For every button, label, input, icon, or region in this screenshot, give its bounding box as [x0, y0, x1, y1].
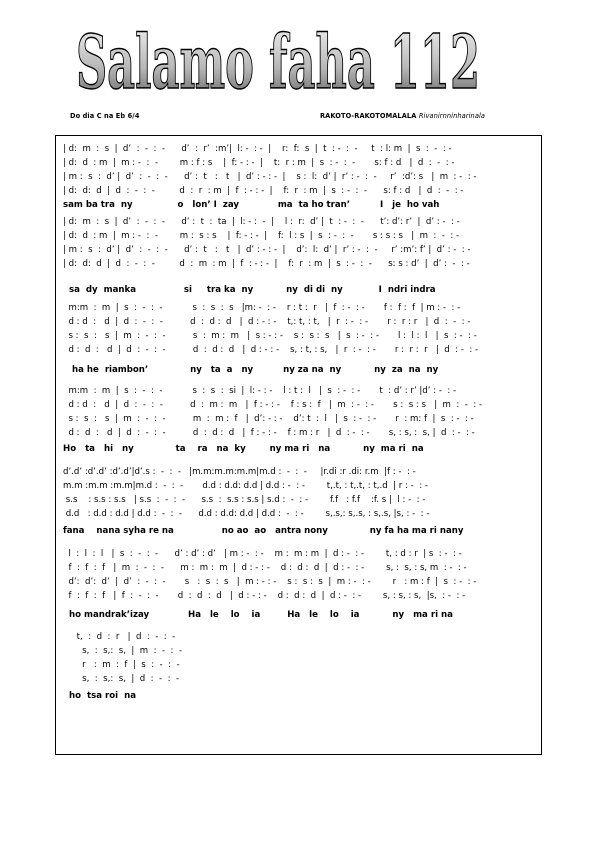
lyric-line: sa dy manka si tra ka ny ny di di ny I ndri indra	[63, 285, 436, 295]
score-line: s.s : s.s : s.s | s.s : - : - s.s : s.s : s.s | s.d : - : - f.f : f.f :f. s | l : - : -	[63, 495, 426, 505]
author-note: Rivanirnninharinala	[418, 112, 486, 120]
lyric-line: Ho ta hi ny ta ra na ky ny ma ri na ny ma ri na	[63, 444, 424, 454]
author	[320, 112, 485, 120]
score-line: | m : s : d’ | d’ : - : - d’ : t : t | d’ : - : - | d’: l: d’ | r’ : - : - r’ :m’: f’ | d’ : - : -	[63, 245, 471, 255]
score-line: d.d : d.d : d.d | d.d : - : - d.d : d.d: d.d | d.d : - : - s,.s,: s,.s, : s,.s, |s, : - : -	[63, 509, 430, 519]
score-line: d : d : d | d : - : - d : d : d | d : - : - t,: t, : t, | r : - : - r : r : r | d : - : -	[63, 317, 471, 327]
score-line: s, : s,: s, | d : - : -	[63, 674, 180, 684]
score-line: t, : d : r | d : - : -	[63, 632, 176, 642]
key-signature: Do dia C na Eb 6/4	[70, 112, 140, 120]
lyric-line: ho tsa roi na	[63, 691, 136, 701]
lyric-line: sam ba tra ny o lon’ I zay ma ta ho tran’ I je ho vah	[63, 200, 440, 210]
score-line: s : s : s | m : - : - m : m : f | d’: - : - d’: t : l | s : - : - r : m: f | s : - : -	[63, 414, 474, 424]
score-frame	[55, 135, 542, 755]
score-line: d : d : d | d : - : - d : d : d | f : - : - f : m : r | d : - : - s, : s, : s, | d : - : -	[63, 428, 475, 438]
score-line: d : d : d | d : - : - d : m : m | f : - : - f : s : f | m : - : - s : s : s | m : - : -	[63, 400, 483, 410]
score-line: | d: d: d | d : - : - d : r : m | f : - : - | f: r : m | s : - : - s: f : d | d : - : -	[63, 186, 464, 196]
score-line: | d: d : m | m : - : - m : s : s | f: - : - | f: l : s | s : - : - s : s : s | m : - : -	[63, 231, 460, 241]
author-name: RAKOTO-RAKOTOMALALA	[320, 112, 417, 120]
score-line: l : l : l | s : - : - d’ : d’ : d’ | m : - : - m : m : m | d : - : - t, : d : r | s : - : -	[63, 549, 462, 559]
score-line: d’: d’: d’ | d’ : - : - s : s : s | m : - : - s : s : s | m : - : - r : m : f | s : - : -	[63, 577, 477, 587]
score-line: | d: m : s | d’ : - : - d’ : t : ta | l: - : - | l : r: d’ | t : - : - t’: d’: r’ | d’ : - : -	[63, 217, 460, 227]
score-line: d’.d’ :d’.d’ :d’.d’|d’.s : - : - |m.m:m.m:m.m|m.d : - : - |r.di :r .di: r.m |f : - : -	[63, 467, 416, 477]
score-line: | d: d: d | d : - : - d : m : m | f : - : - | f: r : m | s : - : - s: s : d’ | d’ : - : -	[63, 259, 470, 269]
score-line: s, : s,: s, | m : - : -	[63, 646, 182, 656]
title-text: Salamo faha 112	[76, 20, 481, 100]
score-line: d : d : d | d : - : - d : d : d | d : - : - s, : t, : s, | r : - : - r : r : r | d : - : -	[63, 345, 479, 355]
lyric-line: ho mandrak’izay Ha le lo ia Ha le lo ia ny ma ri na	[63, 610, 453, 620]
score-line: f : f : f | f : - : - d : d : d | d : - : - d : d : d | d : - : - s, : s, : s, |s, : - : -	[63, 591, 466, 601]
score-line: s : s : s | m : - : - s : m : m | s : - : - s : s : s | s : - : - l : l : l | s : - : -	[63, 331, 477, 341]
score-line: m.m :m.m :m.m|m.d : - : - d.d : d.d: d.d | d.d : - : - t,.t, : t,.t, : t,.d | r : - : -	[63, 481, 428, 491]
score-line: m:m : m | s : - : - s : s : si | l: - : - l : t : l | s : - : - t : d’ : r’ |d’ : - : -	[63, 386, 457, 396]
page-title	[70, 18, 490, 100]
score-line: | d: d : m | m : - : - m : f : s | f: - : - | t: r : m | s : - : - s: f : d | d : - : -	[63, 158, 455, 168]
score-line: m:m : m | s : - : - s : s : s |m: - : - r : t : r | f : - : - f : f : f | m : - : -	[63, 303, 461, 313]
lyric-line: ha he riambon’ ny ta a ny ny za na ny ny za na ny	[63, 365, 439, 375]
score-line: | m : s : d’ | d’ : - : - d’ : t : t | d’ : - : - | s : l: d’ | r’ : - : - r’ :d’: s | m : - : -	[63, 172, 477, 182]
score-line: f : f : f | m : - : - m : m : m | d : - : - d : d : d | d : - : - s, : s, : s, m : - : -	[63, 563, 467, 573]
lyric-line: fana nana syha re na no ao ao antra nony ny fa ha ma ri nany	[63, 526, 464, 536]
score-line: r : m : f | s : - : -	[63, 660, 180, 670]
score-line: | d: m : s | d’ : - : - d’ : r’ :m’| l: - : - | r: f: s | t : - : - t : l: m | s : - : -	[63, 144, 452, 154]
title-graphic	[70, 18, 490, 100]
